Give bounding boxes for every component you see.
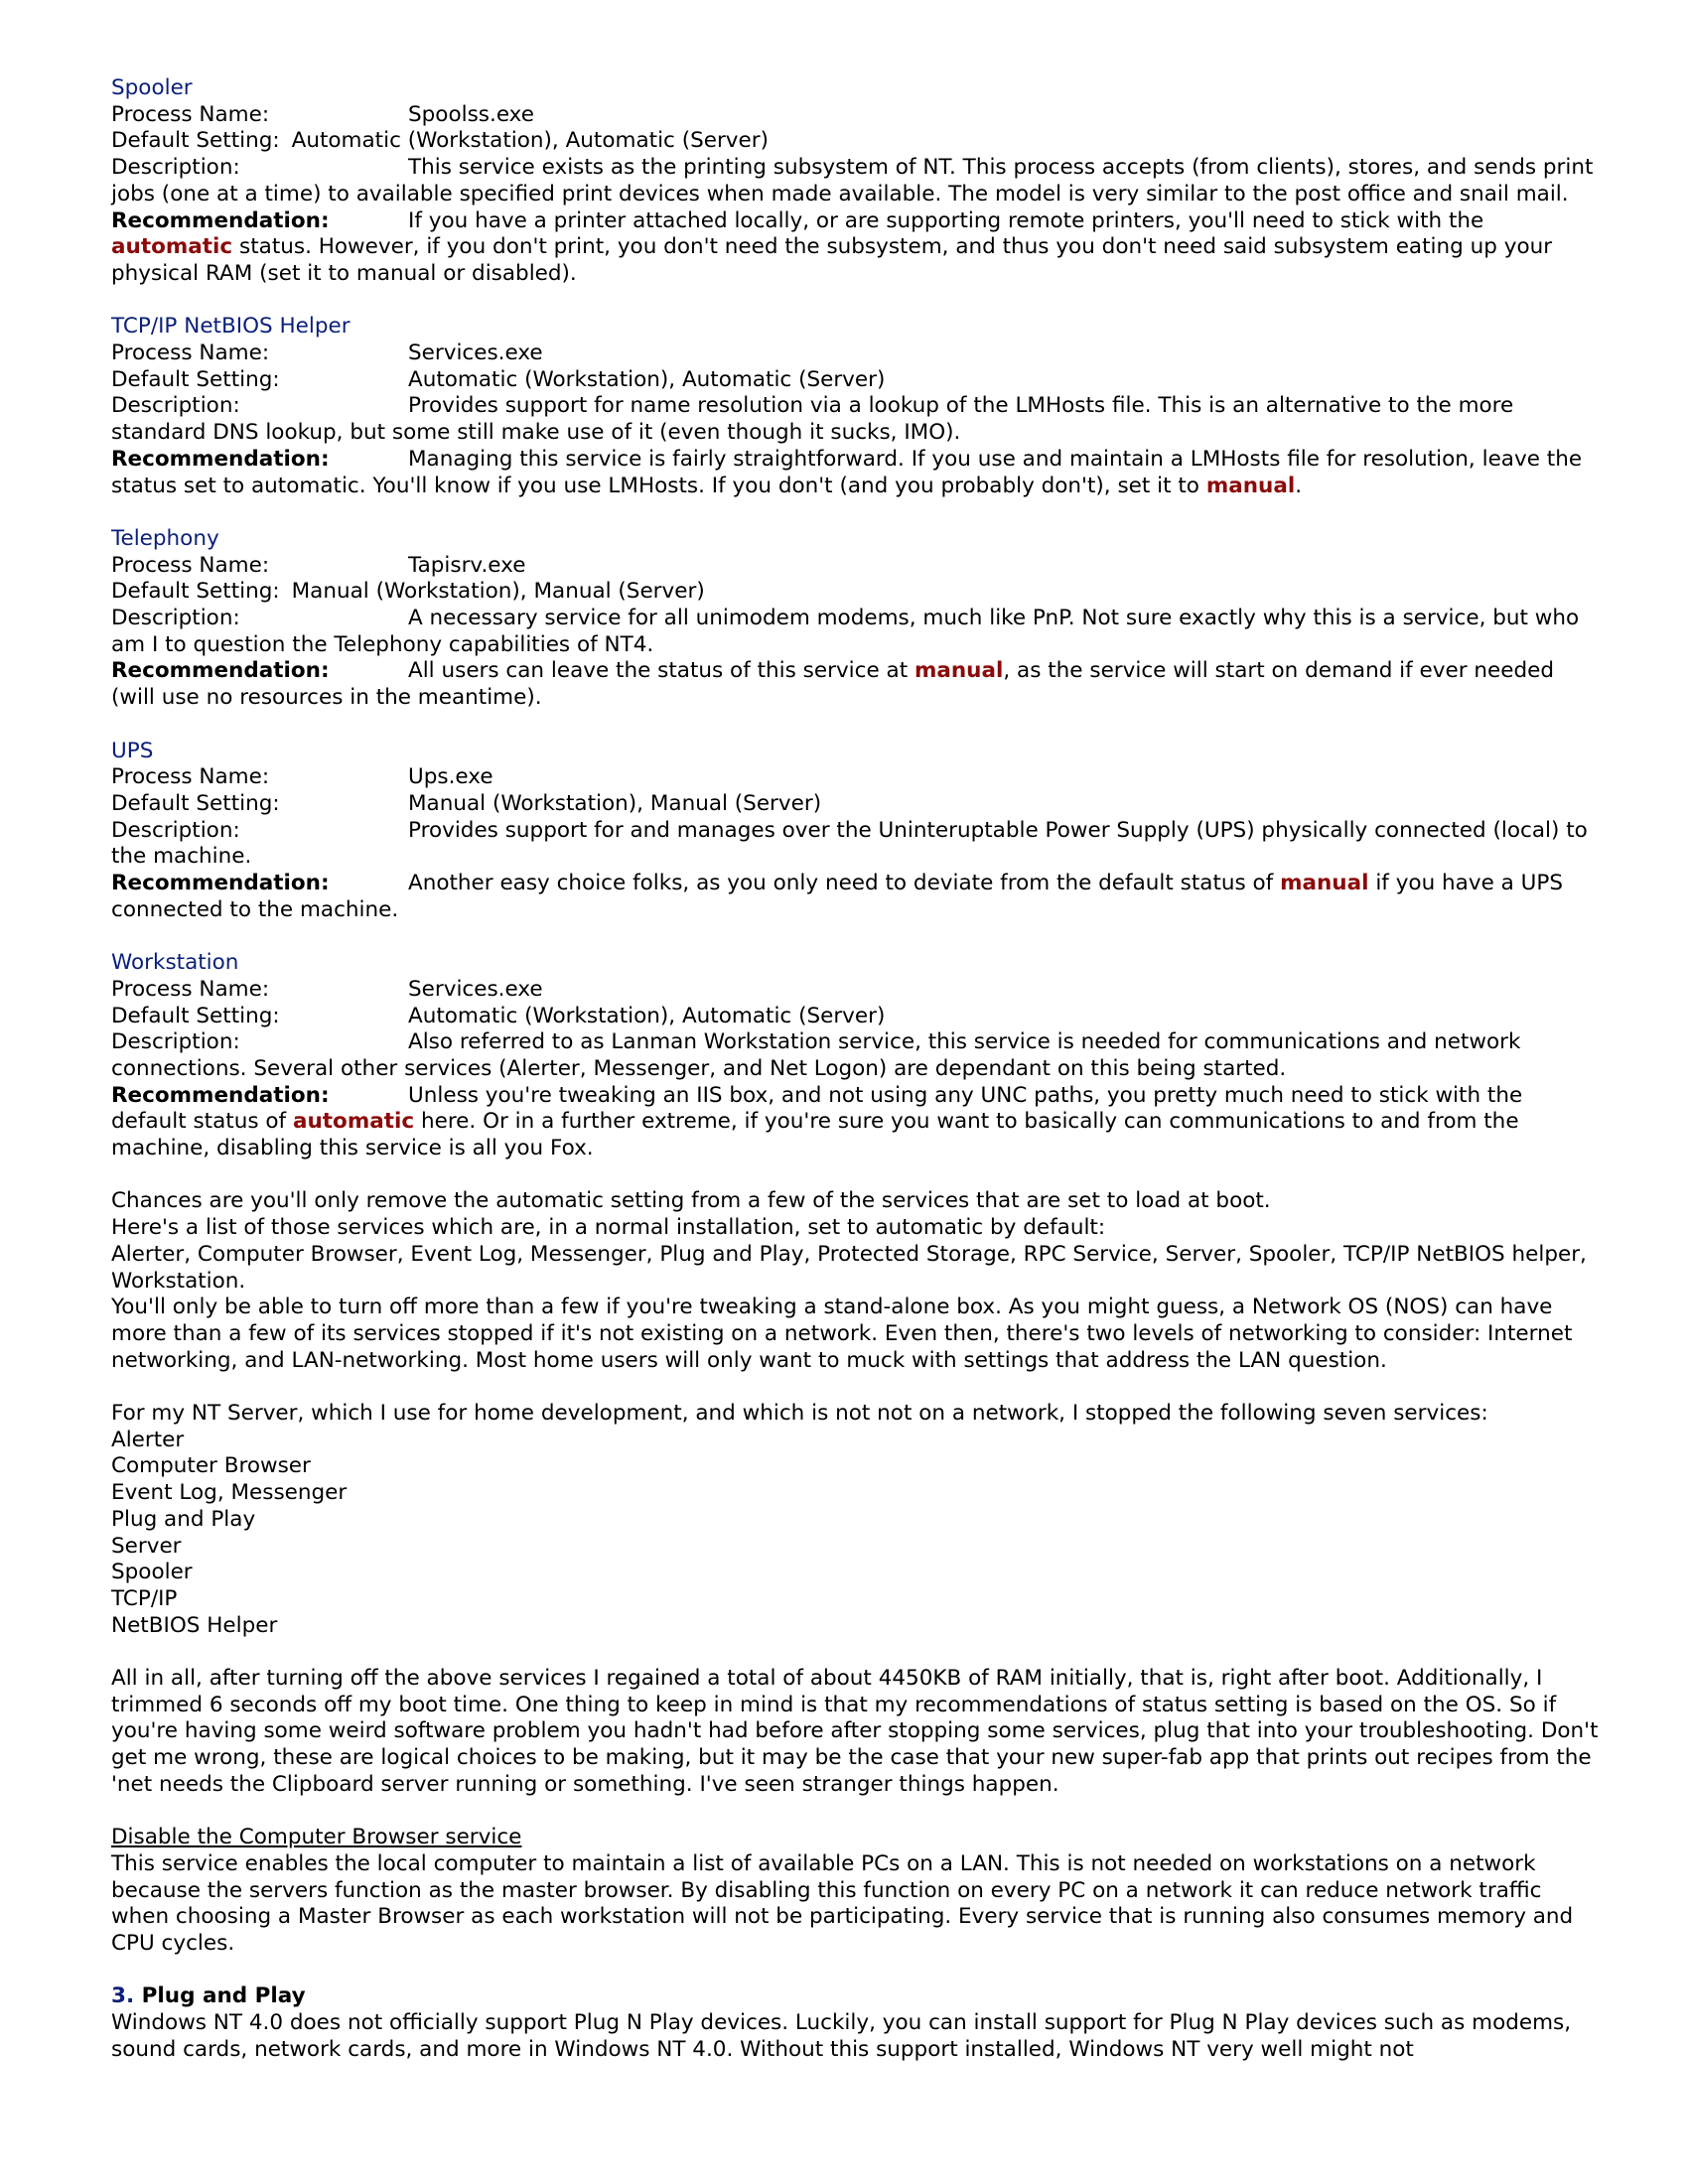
default-label: Default Setting: xyxy=(111,790,280,816)
description-text: This service exists as the printing subsystem of NT. This process accepts (from clients), stores, and sends print jobs (one at a time) to available specified print devices when made available. The model is very similar to the post office and snail mail. xyxy=(111,155,1594,206)
browser-section-title: Disable the Computer Browser service xyxy=(111,1825,522,1850)
description-paragraph xyxy=(111,393,1601,446)
recommendation-text-end: . xyxy=(1295,473,1303,498)
list-item: NetBIOS Helper xyxy=(111,1612,278,1638)
default-label: Default Setting: xyxy=(111,579,280,605)
process-value: Spoolss.exe xyxy=(408,101,534,127)
description-paragraph xyxy=(111,1029,1601,1082)
recommendation-text-end: , as the service will start on demand if ever needed (will use no resources in the meantime). xyxy=(111,658,1555,711)
description-paragraph xyxy=(111,818,1601,871)
default-value: Automatic (Workstation), Automatic (Server) xyxy=(291,128,769,154)
description-label: Description: xyxy=(111,817,240,843)
process-row xyxy=(111,764,1601,791)
recommended-setting: manual xyxy=(914,658,1004,684)
description-paragraph xyxy=(111,606,1601,658)
description-text: Provides support for and manages over the Uninteruptable Power Supply (UPS) physically connected (local) to the machine. xyxy=(111,817,1588,870)
pnp-heading-title: Plug and Play xyxy=(141,1983,306,2009)
default-label: Default Setting: xyxy=(111,366,280,392)
description-paragraph xyxy=(111,155,1601,207)
process-row xyxy=(111,977,1601,1004)
process-label: Process Name: xyxy=(111,101,270,127)
list-item: Plug and Play xyxy=(111,1506,256,1532)
service-title: Workstation xyxy=(111,950,239,976)
process-row xyxy=(111,553,1601,580)
recommendation-label: Recommendation: xyxy=(111,658,330,684)
recommended-setting: automatic xyxy=(111,234,233,260)
recommendation-label: Recommendation: xyxy=(111,207,330,233)
result-paragraph: All in all, after turning off the above services I regained a total of about 4450KB of RAM initially, that is, right after boot. Additionally, I trimmed 6 seconds off my boot time. One thing to keep in mind is that my recommendations of status setting is based on the OS. So if you're having some weird software problem you hadn't had before after stopping some services, plug that into your troubleshooting. Don't get me wrong, these are logical choices to be making, but it may be the case that your new super-fab app that prints out recipes from the 'net needs the Clipboard server running or something. I've seen stranger things happen. xyxy=(111,1666,1599,1797)
process-label: Process Name: xyxy=(111,552,270,578)
default-value: Manual (Workstation), Manual (Server) xyxy=(408,790,822,816)
process-label: Process Name: xyxy=(111,976,270,1002)
default-services-list: Alerter, Computer Browser, Event Log, Messenger, Plug and Play, Protected Storage, RPC Service, Server, Spooler, TCP/IP NetBIOS helper, Workstation. xyxy=(111,1241,1587,1294)
summary-paragraph: You'll only be able to turn off more than a few if you're tweaking a stand-alone box. As you might guess, a Network OS (NOS) can have more than a few of its services stopped if it's not existing on a network. Even then, there's two levels of networking to consider: Internet networking, and LAN-networking. Most home users will only want to muck with settings that address the LAN question. xyxy=(111,1295,1573,1373)
process-row xyxy=(111,341,1601,367)
description-text: Provides support for name resolution via a lookup of the LMHosts file. This is an alternative to the more standard DNS lookup, but some still make use of it (even though it sucks, IMO). xyxy=(111,393,1514,446)
service-section xyxy=(111,526,1601,712)
recommended-setting: manual xyxy=(1205,473,1296,498)
process-label: Process Name: xyxy=(111,764,270,790)
stopped-services-list xyxy=(111,1428,1601,1640)
pnp-section xyxy=(111,1983,1601,2063)
default-label: Default Setting: xyxy=(111,1003,280,1028)
pnp-text: Windows NT 4.0 does not officially support Plug N Play devices. Luckily, you can install support for Plug N Play devices such as modems, sound cards, network cards, and more in Windows NT 4.0. Without this support installed, Windows NT very well might not xyxy=(111,2010,1572,2062)
recommendation-text: All users can leave the status of this service at xyxy=(408,658,914,684)
process-value: Services.exe xyxy=(408,341,543,366)
default-value: Manual (Workstation), Manual (Server) xyxy=(291,579,705,605)
list-item: Alerter xyxy=(111,1427,185,1452)
document-page xyxy=(111,75,1601,2064)
description-text: Also referred to as Lanman Workstation service, this service is needed for communications and network connections. Several other services (Alerter, Messenger, and Net Logon) are dependant on this being started. xyxy=(111,1029,1521,1081)
default-row xyxy=(111,367,1601,394)
stopped-services-section xyxy=(111,1401,1601,1639)
recommended-setting: manual xyxy=(1280,871,1369,896)
default-label: Default Setting: xyxy=(111,128,280,154)
service-section xyxy=(111,739,1601,924)
description-text: A necessary service for all unimodem modems, much like PnP. Not sure exactly why this is a service, but who am I to question the Telephony capabilities of NT4. xyxy=(111,606,1580,657)
service-section xyxy=(111,314,1601,499)
pnp-heading xyxy=(111,1983,1601,2010)
recommendation-text-end: status. However, if you don't print, you don't need the subsystem, and thus you don't need said subsystem eating up your physical RAM (set it to manual or disabled). xyxy=(111,234,1553,286)
description-label: Description: xyxy=(111,393,240,419)
service-title: Spooler xyxy=(111,75,193,100)
description-label: Description: xyxy=(111,155,240,181)
service-title: UPS xyxy=(111,738,154,763)
recommendation-paragraph xyxy=(111,871,1601,923)
description-label: Description: xyxy=(111,1029,240,1055)
service-section xyxy=(111,950,1601,1162)
recommended-setting: automatic xyxy=(292,1109,415,1135)
stopped-services-intro: For my NT Server, which I use for home development, and which is not not on a network, I stopped the following seven services: xyxy=(111,1401,1488,1427)
list-item: Event Log, Messenger xyxy=(111,1480,348,1506)
recommendation-label: Recommendation: xyxy=(111,871,330,896)
recommendation-paragraph xyxy=(111,447,1601,499)
recommendation-label: Recommendation: xyxy=(111,1082,330,1108)
description-label: Description: xyxy=(111,606,240,631)
default-value: Automatic (Workstation), Automatic (Server) xyxy=(408,366,886,392)
process-label: Process Name: xyxy=(111,341,270,366)
default-row xyxy=(111,791,1601,818)
default-row xyxy=(111,579,1601,606)
summary-paragraph: Here's a list of those services which are, in a normal installation, set to automatic by default: xyxy=(111,1215,1106,1241)
summary-paragraph: Chances are you'll only remove the automatic setting from a few of the services that are set to load at boot. xyxy=(111,1188,1271,1214)
list-item: Computer Browser xyxy=(111,1453,311,1479)
summary-section xyxy=(111,1188,1601,1374)
default-row xyxy=(111,1004,1601,1030)
service-title: TCP/IP NetBIOS Helper xyxy=(111,314,351,340)
process-value: Tapisrv.exe xyxy=(408,552,526,578)
list-item: Server xyxy=(111,1533,182,1559)
default-row xyxy=(111,128,1601,155)
list-item: Spooler xyxy=(111,1560,193,1585)
service-title: Telephony xyxy=(111,525,219,551)
service-section xyxy=(111,75,1601,288)
recommendation-paragraph xyxy=(111,208,1601,288)
list-item: TCP/IP xyxy=(111,1585,178,1611)
recommendation-label: Recommendation: xyxy=(111,446,330,472)
browser-section xyxy=(111,1825,1601,1958)
recommendation-paragraph xyxy=(111,658,1601,711)
recommendation-text: Unless you're tweaking an IIS box, and not using any UNC paths, you pretty much need to stick with the default status of xyxy=(111,1082,1523,1135)
recommendation-text: Managing this service is fairly straightforward. If you use and maintain a LMHosts file for resolution, leave the status set to automatic. You'll know if you use LMHosts. If you don't (and you probably don't), set it to xyxy=(111,446,1583,498)
recommendation-paragraph xyxy=(111,1083,1601,1162)
process-row xyxy=(111,102,1601,129)
browser-section-text: This service enables the local computer to maintain a list of available PCs on a LAN. This is not needed on workstations on a network because the servers function as the master browser. By disabling this function on every PC on a network it can reduce network traffic when choosing a Master Browser as each workstation will not be participating. Every service that is running also consumes memory and CPU cycles. xyxy=(111,1850,1574,1957)
recommendation-text: Another easy choice folks, as you only need to deviate from the default status of xyxy=(408,871,1281,896)
recommendation-text-end: here. Or in a further extreme, if you're sure you want to basically can communications to and from the machine, disabling this service is all you Fox. xyxy=(111,1109,1519,1161)
recommendation-text-end: if you have a UPS connected to the machine. xyxy=(111,871,1563,922)
recommendation-text: If you have a printer attached locally, or are supporting remote printers, you'll need to stick with the xyxy=(408,207,1484,233)
pnp-heading-number: 3. xyxy=(111,1983,135,2009)
default-value: Automatic (Workstation), Automatic (Server) xyxy=(408,1003,886,1028)
process-value: Services.exe xyxy=(408,976,543,1002)
process-value: Ups.exe xyxy=(408,764,493,790)
